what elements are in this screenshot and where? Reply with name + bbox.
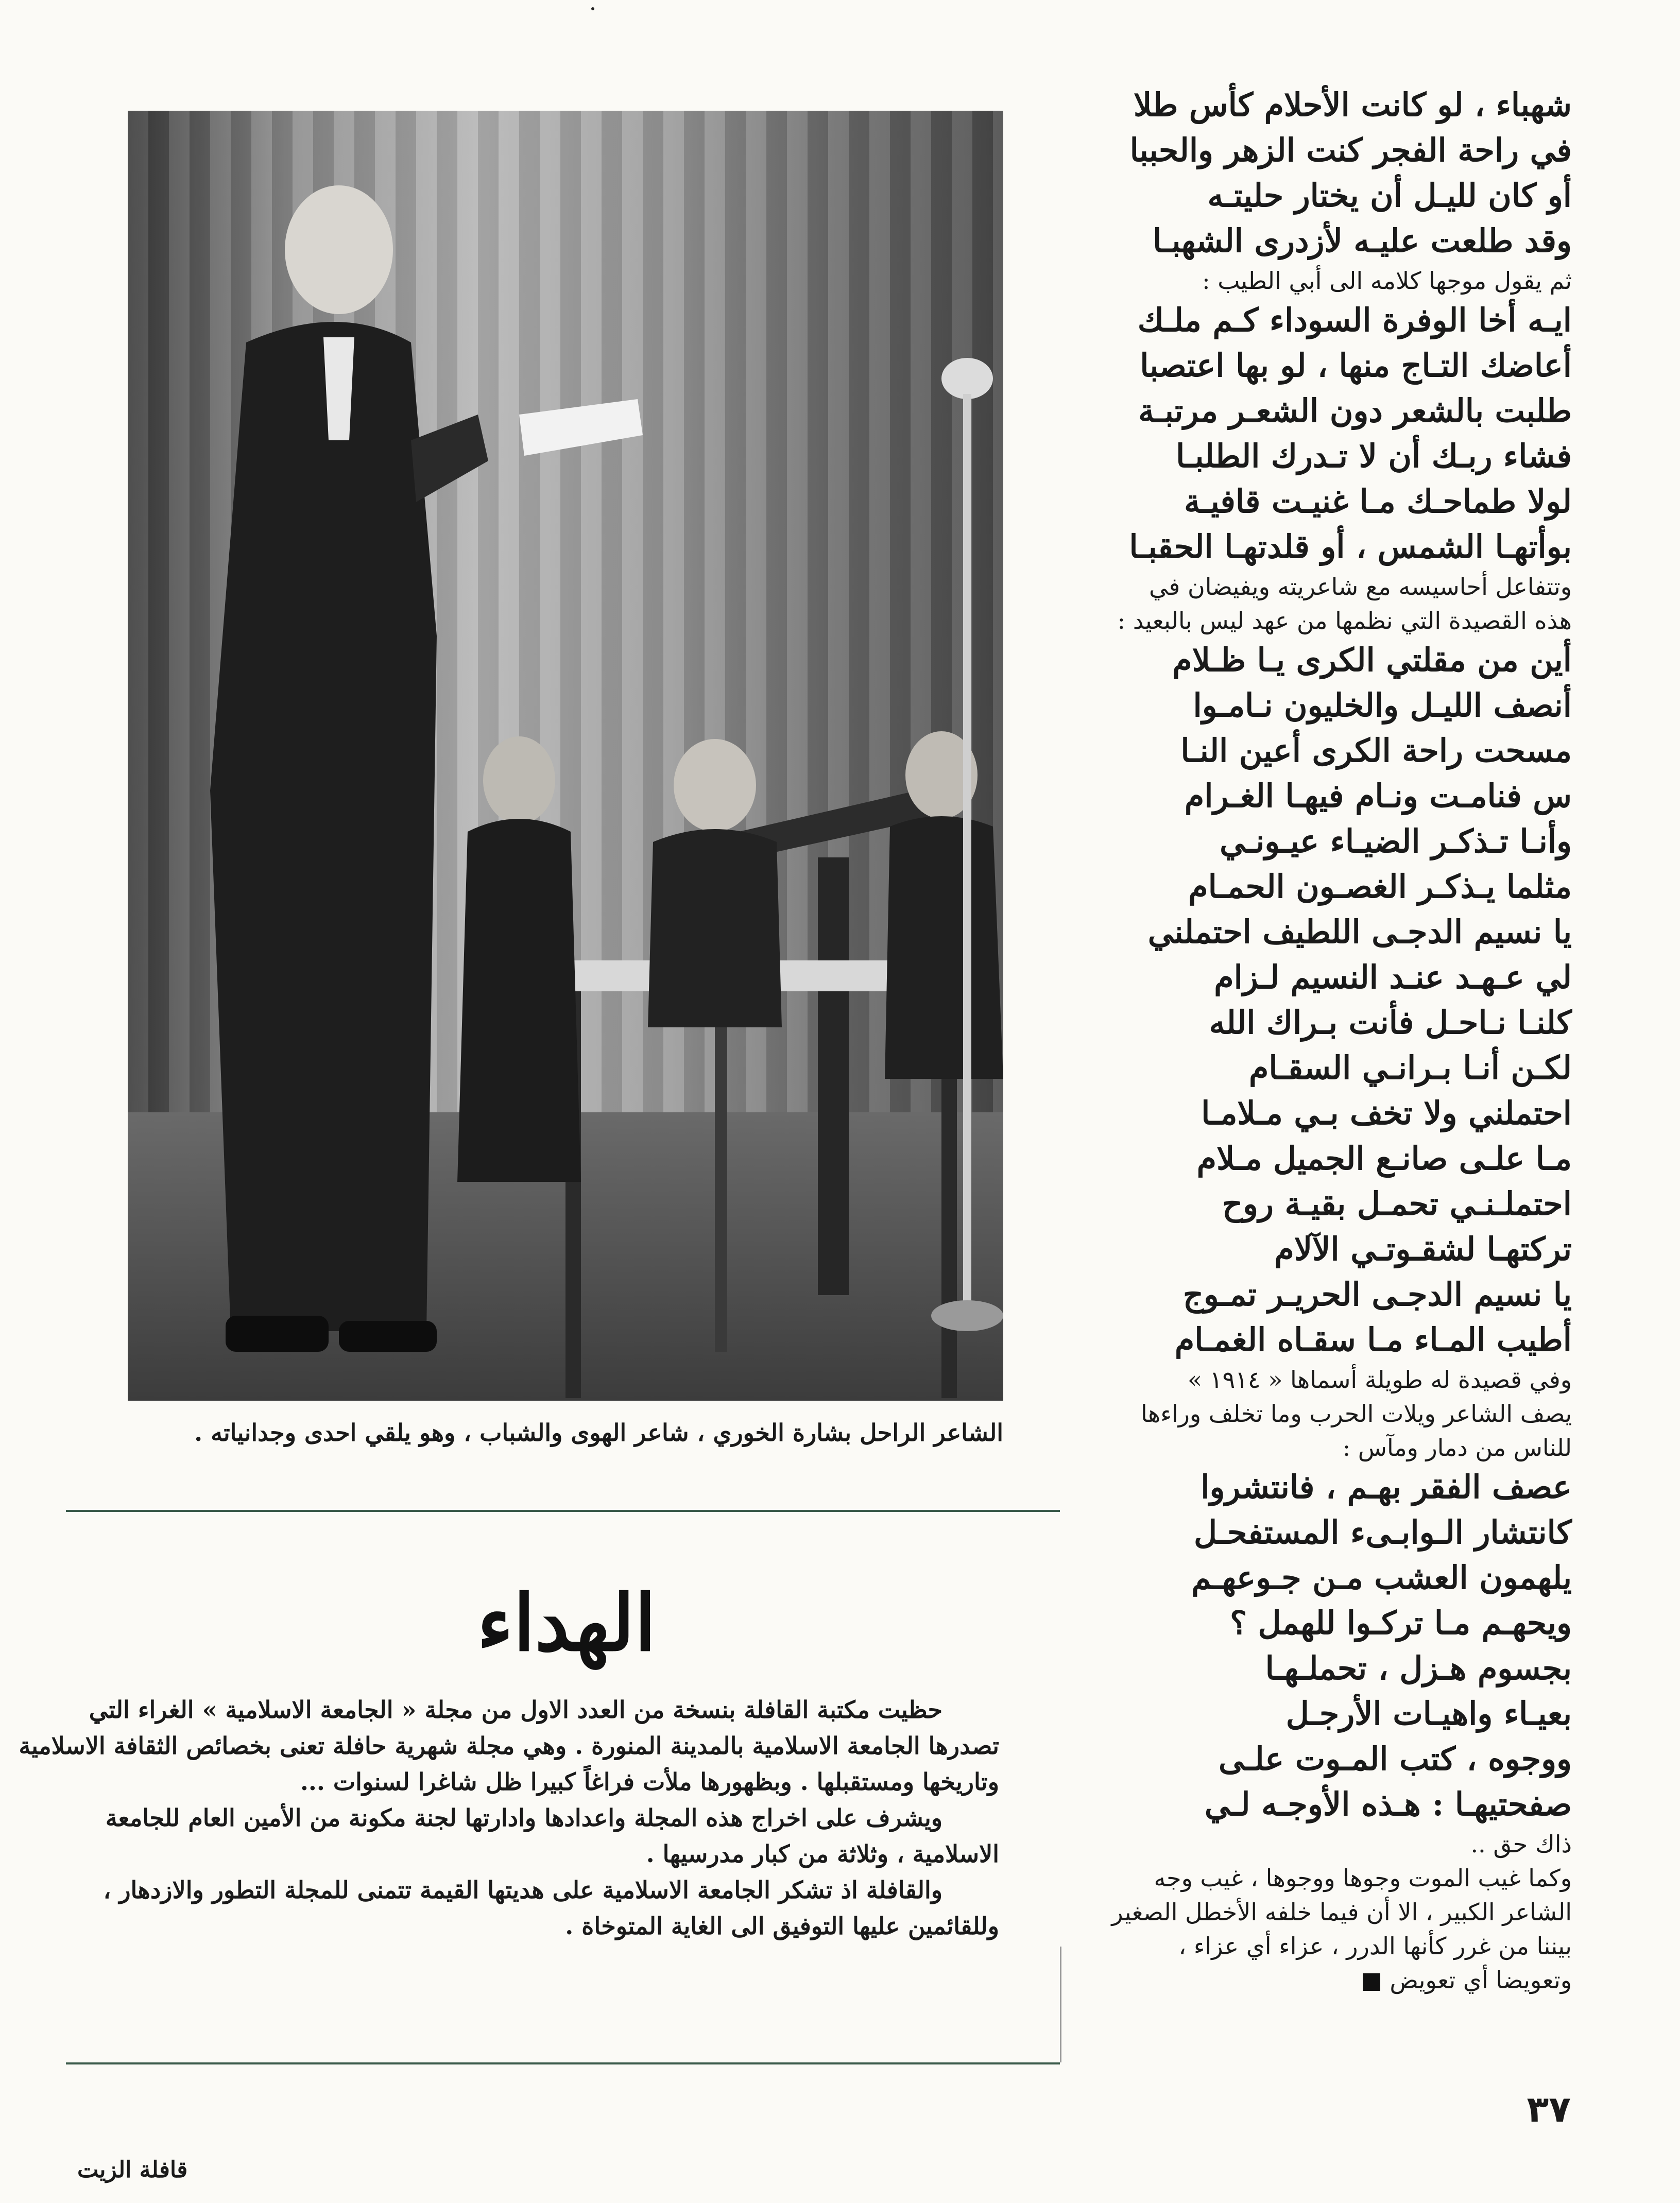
gift-article bbox=[19, 1692, 999, 1944]
line-text: أعاضك التـاج منها ، لو بها اعتصبا bbox=[1140, 347, 1572, 384]
poem-verse-line bbox=[1098, 128, 1572, 173]
poem-verse-line bbox=[1098, 1555, 1572, 1600]
prose-line bbox=[1098, 1827, 1572, 1861]
prose-line bbox=[1098, 1397, 1572, 1431]
poem-verse-line bbox=[1098, 1510, 1572, 1555]
section-title: الهداء bbox=[477, 1578, 656, 1668]
line-text: كلنـا نـاحـل فأنت بـراك الله bbox=[1209, 1004, 1572, 1041]
article-line: والقافلة اذ تشكر الجامعة الاسلامية على هديتها القيمة تتمنى للمجلة التطور والازدهار ، bbox=[103, 1876, 942, 1904]
line-text: يلهمون العشب مـن جـوعهـم bbox=[1191, 1559, 1572, 1596]
poem-verse-line bbox=[1098, 1272, 1572, 1317]
line-text: وتتفاعل أحاسيسه مع شاعريته ويفيضان في bbox=[1149, 573, 1572, 600]
line-text: وقد طلعت عليـه لأزدرى الشهبـا bbox=[1153, 222, 1572, 260]
line-text: وفي قصيدة له طويلة أسماها « ١٩١٤ » bbox=[1188, 1366, 1572, 1393]
magazine-name: قافلة الزيت bbox=[77, 2157, 188, 2183]
line-text: تركتهـا لشقـوتـي الآلام bbox=[1274, 1230, 1572, 1268]
line-text: شهباء ، لو كانت الأحلام كأس طلا bbox=[1134, 86, 1572, 124]
line-text: بعيـاء واهيـات الأرجـل bbox=[1285, 1695, 1572, 1732]
line-text: أنصف الليـل والخليون نـامـوا bbox=[1193, 686, 1572, 724]
line-text: وتعويضا أي تعويض bbox=[1390, 1966, 1572, 1994]
line-text: أو كان لليـل أن يختار حليتـه bbox=[1207, 177, 1572, 214]
line-text: لي عـهـد عنـد النسيم لـزام bbox=[1214, 958, 1572, 996]
prose-line bbox=[1098, 1861, 1572, 1895]
line-text: كانتشار الـوابـىء المستفحـل bbox=[1194, 1513, 1572, 1551]
poem-verse-line bbox=[1098, 638, 1572, 683]
page-number: ٣٧ bbox=[1527, 2088, 1571, 2130]
speaker-figure bbox=[169, 173, 457, 1367]
line-text: مـا علـى صانـع الجميل مـلام bbox=[1196, 1140, 1572, 1177]
poem-verse-line bbox=[1098, 909, 1572, 955]
line-text: مثلما يـذكـر الغصـون الحمـام bbox=[1188, 868, 1572, 905]
poem-column bbox=[1098, 82, 1572, 1997]
article-line: الاسلامية ، وثلاثة من كبار مدرسيها . bbox=[646, 1840, 999, 1868]
column-divider bbox=[1060, 1947, 1061, 2062]
print-mark bbox=[591, 7, 594, 10]
poem-verse-line bbox=[1098, 819, 1572, 864]
poem-verse-line bbox=[1098, 524, 1572, 570]
line-text: وكما غيب الموت وجوها ووجوها ، غيب وجه bbox=[1154, 1864, 1572, 1892]
poem-verse-line bbox=[1098, 479, 1572, 524]
prose-line bbox=[1098, 1963, 1572, 1997]
poem-verse-line bbox=[1098, 1736, 1572, 1782]
article-line: وتاريخها ومستقبلها . وبظهورها ملأت فراغاً كبيرا ظل شاغرا لسنوات ... bbox=[300, 1768, 999, 1796]
poem-verse-line bbox=[1098, 343, 1572, 388]
seated-audience bbox=[447, 718, 1003, 1182]
poem-verse-line bbox=[1098, 434, 1572, 479]
line-text: الشاعر الكبير ، الا أن فيما خلفه الأخطل الصغير bbox=[1111, 1898, 1572, 1926]
end-of-article-square-icon bbox=[1363, 1973, 1380, 1991]
prose-line bbox=[1098, 1895, 1572, 1929]
prose-line bbox=[1098, 1929, 1572, 1963]
article-line: حظيت مكتبة القافلة بنسخة من العدد الاول من مجلة « الجامعة الاسلامية » الغراء التي bbox=[89, 1696, 942, 1724]
poem-verse-line bbox=[1098, 298, 1572, 343]
line-text: ويحهـم مـا تركـوا للهمل ؟ bbox=[1230, 1604, 1572, 1642]
article-line: تصدرها الجامعة الاسلامية بالمدينة المنورة . وهي مجلة شهرية حافلة تعنى بخصائص الثقافة الاسلامية bbox=[19, 1732, 999, 1760]
poem-verse-line bbox=[1098, 864, 1572, 909]
poem-verse-line bbox=[1098, 683, 1572, 728]
line-text: يا نسيم الدجـى الحريـر تمـوج bbox=[1182, 1276, 1572, 1313]
line-text: لولا طماحـك مـا غنيـت قافيـة bbox=[1184, 483, 1572, 520]
line-text: صفحتيهـا : هـذه الأوجـه لـي bbox=[1204, 1785, 1572, 1823]
poem-verse-line bbox=[1098, 218, 1572, 264]
line-text: ثم يقول موجها كلامه الى أبي الطيب : bbox=[1202, 267, 1572, 295]
section-divider-top bbox=[66, 1510, 1060, 1512]
line-text: بجسوم هـزل ، تحملـهـا bbox=[1265, 1649, 1572, 1687]
poem-verse-line bbox=[1098, 1045, 1572, 1091]
paper-sheet bbox=[519, 399, 643, 456]
microphone-stand bbox=[931, 358, 1003, 1336]
poem-verse-line bbox=[1098, 1691, 1572, 1736]
poem-verse-line bbox=[1098, 955, 1572, 1000]
poem-verse-line bbox=[1098, 1465, 1572, 1510]
line-text: وأنـا تـذكـر الضيـاء عيـونـي bbox=[1220, 822, 1572, 860]
line-text: فشاء ربـك أن لا تـدرك الطلبـا bbox=[1176, 437, 1572, 475]
poem-verse-line bbox=[1098, 1136, 1572, 1181]
line-text: بيننا من غرر كأنها الدرر ، عزاء أي عزاء ، bbox=[1178, 1932, 1572, 1960]
prose-line bbox=[1098, 1363, 1572, 1397]
line-text: مسحت راحة الكرى أعين النـا bbox=[1180, 732, 1572, 769]
poem-verse-line bbox=[1098, 1000, 1572, 1045]
section-divider-bottom bbox=[66, 2062, 1060, 2064]
article-line: ويشرف على اخراج هذه المجلة واعدادها وادارتها لجنة مكونة من الأمين العام للجامعة bbox=[105, 1804, 942, 1832]
line-text: ايـه أخا الوفرة السوداء كـم ملـك bbox=[1137, 301, 1572, 339]
poem-verse-line bbox=[1098, 1091, 1572, 1136]
poem-verse-line bbox=[1098, 82, 1572, 128]
prose-line bbox=[1098, 604, 1572, 638]
poet-photograph bbox=[128, 111, 1003, 1401]
article-line: وللقائمين عليها التوفيق الى الغاية المتوخاة . bbox=[565, 1912, 999, 1940]
line-text: أطيب المـاء مـا سقـاه الغمـام bbox=[1174, 1321, 1572, 1358]
line-text: هذه القصيدة التي نظمها من عهد ليس بالبعيد : bbox=[1117, 607, 1572, 634]
line-text: احتملني ولا تخف بـي مـلامـا bbox=[1201, 1094, 1572, 1132]
poem-verse-line bbox=[1098, 388, 1572, 434]
line-text: عصف الفقر بهـم ، فانتشروا bbox=[1201, 1468, 1572, 1506]
poem-verse-line bbox=[1098, 773, 1572, 819]
line-text: في راحة الفجر كنت الزهر والحببا bbox=[1129, 131, 1572, 169]
line-text: للناس من دمار ومآس : bbox=[1342, 1434, 1572, 1461]
poem-verse-line bbox=[1098, 1227, 1572, 1272]
line-text: طلبت بالشعر دون الشعـر مرتبـة bbox=[1138, 392, 1572, 429]
prose-line bbox=[1098, 1431, 1572, 1465]
poem-verse-line bbox=[1098, 1181, 1572, 1227]
photo-caption: الشاعر الراحل بشارة الخوري ، شاعر الهوى والشباب ، وهو يلقي احدى وجدانياته . bbox=[194, 1419, 1003, 1447]
poem-verse-line bbox=[1098, 1646, 1572, 1691]
line-text: لكـن أنـا بـرانـي السقـام bbox=[1249, 1049, 1572, 1087]
line-text: احتملـنـي تحمـل بقيـة روح bbox=[1222, 1185, 1572, 1223]
line-text: أين من مقلتي الكرى يـا ظـلام bbox=[1172, 641, 1572, 679]
line-text: ذاك حق .. bbox=[1470, 1830, 1572, 1858]
poem-verse-line bbox=[1098, 1782, 1572, 1827]
line-text: ووجوه ، كتب المـوت علـى bbox=[1218, 1740, 1572, 1778]
prose-line bbox=[1098, 264, 1572, 298]
line-text: يصف الشاعر ويلات الحرب وما تخلف وراءها bbox=[1141, 1400, 1572, 1427]
line-text: س فنامـت ونـام فيهـا الغـرام bbox=[1184, 777, 1572, 815]
poem-verse-line bbox=[1098, 173, 1572, 218]
prose-line bbox=[1098, 570, 1572, 604]
line-text: بوأتهـا الشمس ، أو قلدتهـا الحقبـا bbox=[1129, 528, 1572, 565]
poem-verse-line bbox=[1098, 1600, 1572, 1646]
poem-verse-line bbox=[1098, 1317, 1572, 1363]
poem-verse-line bbox=[1098, 728, 1572, 773]
line-text: يا نسيم الدجـى اللطيف احتملني bbox=[1147, 913, 1572, 951]
